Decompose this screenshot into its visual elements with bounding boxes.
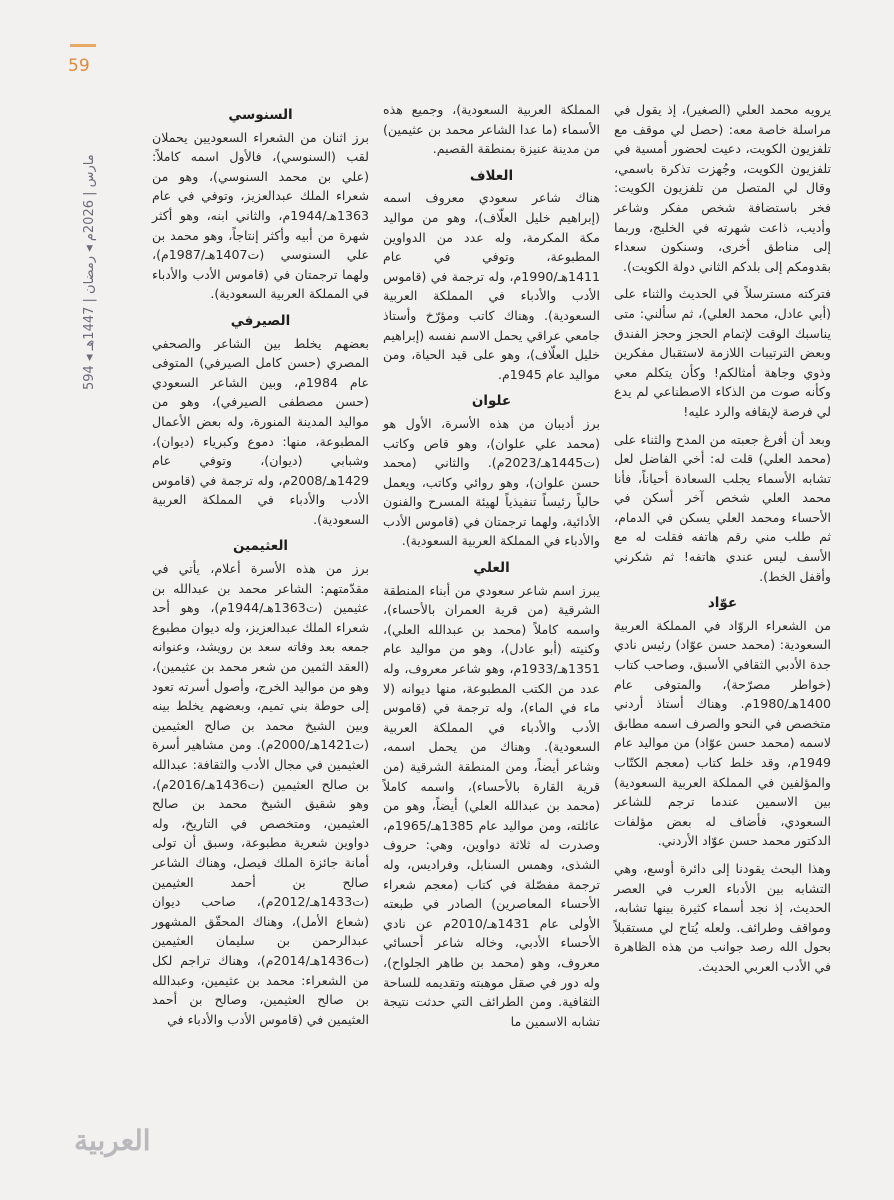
paragraph: من الشعراء الروّاد في المملكة العربية السعودية: (محمد حسن عوّاد) رئيس نادي جدة الأدبي الثقافي الأسبق، وصاحب كتاب (خواطر مصرّحة)، والمتوفى عام 1400هـ/1980م. وهناك أستاذ أردني متخصص في النحو والصرف اسمه مطابق لاسمه (محمد حسن عوّاد) من مواليد عام 1949م، وقد خلط كتاب (معجم الكتّاب والمؤلفين في المملكة العربية السعودية) بين الاسمين عندما ترجم للشاعر السعودي، فأضاف له بعض مؤلفات الدكتور محمد حسن عوّاد الأردني. <box>614 617 831 849</box>
paragraph: المملكة العربية السعودية)، وجميع هذه الأسماء (ما عدا الشاعر محمد بن عثيمين) من مدينة عنيزة بمنطقة القصيم. <box>383 102 600 157</box>
magazine-logo: العربية <box>74 1124 151 1157</box>
section-heading: العلي <box>473 560 510 577</box>
paragraph: يرويه محمد العلي (الصغير)، إذ يقول في مراسلة خاصة معه: (حصل لي موقف مع تلفزيون الكويت، دعيت لحضور أمسية في تلفزيون الكويت، وجُهزت تذكرة باسمي، وقال لي المتصل من تلفزيون الكويت: فخر باستضافة شخص مفكر وشاعر وأديب، ذاعت شهرته في الخليج، وربما إلى مناطق أخرى، وسنكون سعداء بقدومكم إلى بلدكم الثاني دولة الكويت). <box>614 102 831 274</box>
section-heading: العلاف <box>469 167 514 184</box>
page-number: 59 <box>68 56 90 76</box>
paragraph: برز من هذه الأسرة أعلام، يأتي في مقدّمتهم: الشاعر محمد بن عبدالله بن عثيمين (ت1363هـ/1944م)، وهو أحد شعراء الملك عبدالعزيز، وله ديوان مطبوع جمعه بعد وفاته سعد بن رويشد، وعنوانه (العقد الثمين من شعر محمد بن عثيمين)، وهو من مواليد الخرج، وأصول أسرته تعود إلى حوطة بني تميم، وبعضهم يخلط بينه وبين الشيخ محمد بن صالح العثيمين (ت1421هـ/2000م). ومن مشاهير أسرة العثيمين في مجال الأدب والثقافة: عبدالله بن صالح العثيمين (ت1436هـ/2016م)، وهو شقيق الشيخ محمد بن صالح العثيمين، ومتخصص في التاريخ، وله دواوين شعرية مطبوعة، وسبق أن تولى أمانة جائزة الملك فيصل، وهناك الشاعر صالح بن أحمد العثيمين (ت1433هـ/2012م)، صاحب ديوان (شعاع الأمل)، وهناك المحقّق المشهور عبدالرحمن بن سليمان العثيمين (ت1436هـ/2014م)، وهناك تراجم لكل من الشعراء: محمد بن عثيمين، وعبدالله بن صالح العثيمين، وصالح بن أحمد العثيمين في (قاموس الأدب والأدباء في <box>152 561 369 1027</box>
page-number-accent <box>70 44 96 47</box>
section-heading: الصيرفي <box>230 312 291 329</box>
paragraph: برز أديبان من هذه الأسرة، الأول هو (محمد علي علوان)، وهو قاص وكاتب (ت1445هـ/2023م). والثاني (محمد حسن علوان)، وهو روائي وكاتب، ويعمل حالياً رئيساً تنفيذياً لهيئة المسرح والفنون الأدائية، ولهما ترجمتان في (قاموس الأدب والأدباء في المملكة العربية السعودية). <box>383 415 600 549</box>
paragraph: برز اثنان من الشعراء السعوديين يحملان لقب (السنوسي)، فالأول اسمه كاملاً: (علي بن محمد السنوسي)، وهو من شعراء الملك عبدالعزيز، وتوفي في عام 1363هـ/1944م، والثاني ابنه، وهو أكثر شهرة من أبيه وأكثر إنتاجاً، وهو محمد بن علي السنوسي (ت1407هـ/1987م)، ولهما ترجمتان في (قاموس الأدب والأدباء في المملكة العربية السعودية). <box>152 129 369 302</box>
section-heading: عوّاد <box>707 595 738 612</box>
paragraph: يبرز اسم شاعر سعودي من أبناء المنطقة الشرقية (من قرية العمران بالأحساء)، واسمه كاملاً (محمد بن عبدالله العلي)، وكنيته (أبو عادل)، وهو من مواليد عام 1351هـ/1933م، وهو شاعر معروف، وله عدد من الكتب المطبوعة، منها ديوانه (لا ماء في الماء)، وله ترجمة في (قاموس الأدب والأدباء في المملكة العربية السعودية). وهناك من يحمل اسمه، وشاعر أيضاً، ومن المنطقة الشرقية (من قرية القارة بالأحساء)، واسمه كاملاً (محمد بن عبدالله العلي) أيضاً، وهو من عائلته، ومن مواليد عام 1385هـ/1965م، وصدرت له ثلاثة دواوين، وهي: حروف الشذى، وهمس السنابل، وفراديس، وله ترجمة مفصّلة في كتاب (معجم شعراء الأحساء المعاصرين) الصادر في طبعته الأولى عام 1431هـ/2010م عن نادي الأحساء الأدبي، وخاله شاعر أحسائي معروف، وهو (محمد بن طاهر الجلواح)، وله دور في صقل موهبته وتقديمه للساحة الثقافية. ومن الطرائف التي حدثت نتيجة تشابه الاسمين ما <box>383 582 600 1029</box>
section-heading: علوان <box>471 393 512 410</box>
section-heading: العثيمين <box>232 538 289 555</box>
paragraph: وهذا البحث يقودنا إلى دائرة أوسع، وهي التشابه بين الأدباء العرب في العصر الحديث، إذ نجد أسماء كثيرة بينها تشابه، ومواقف وطرائف. ولعله يُتاح لي مستقبلاً بحول الله رصد جوانب من هذه الظاهرة في الأدب العربي الحديث. <box>614 860 831 974</box>
paragraph: وبعد أن أفرغ جعبته من المدح والثناء على (محمد العلي) قلت له: أخي الفاضل لعل تشابه الأسماء يجلب السعادة أحياناً، فأنا محمد العلي شخص آخر أسكن في الأحساء ومحمد العلي يسكن في الدمام، ثم طلب مني رقم هاتفه فقلت له مع الأسف ليس عندي هاتفه! ثم شكرني وأقفل الخط). <box>614 431 831 584</box>
issue-date-text: مارس | 2026م ◂ رمضان | 1447هـ ◂ 594 <box>82 154 97 390</box>
article-body <box>152 100 833 1140</box>
article-column <box>614 100 831 1140</box>
paragraph: بعضهم يخلط بين الشاعر والصحفي المصري (حسن كامل الصيرفي) المتوفى عام 1984م، وبين الشاعر السعودي (حسن مصطفى الصيرفي)، وهو من مواليد المدينة المنورة، وله بعض الأعمال المطبوعة، منها: دموع وكبرياء (ديوان)، وشبابي (ديوان)، وتوفي عام 1429هـ/2008م، وله ترجمة في (قاموس الأدب والأدباء في المملكة العربية السعودية). <box>152 335 369 527</box>
issue-date-strip <box>62 100 102 400</box>
paragraph: فتركته مسترسلاً في الحديث والثناء على (أبي عادل، محمد العلي)، ثم سألني: متى يناسبك الوقت لإتمام الحجز وحجز الفندق وبعض الترتيبات اللازمة لاستقبال مفكرين وذوي وجاهة أمثالكم! وكأن يتكلم معي وكأنه صوت من الذكاء الاصطناعي لم يدع لي فرصة لإيقافه والرد عليه! <box>614 286 831 419</box>
section-heading: السنوسي <box>228 107 293 123</box>
paragraph: هناك شاعر سعودي معروف اسمه (إبراهيم خليل العلّاف)، وهو من مواليد مكة المكرمة، وله عدد من الدواوين المطبوعة، وتوفي في عام 1411هـ/1990م، وله ترجمة في (قاموس الأدب والأدباء في المملكة العربية السعودية). وهناك كاتب ومؤرّخ وأستاذ جامعي عراقي يحمل الاسم نفسه (إبراهيم خليل العلّاف)، وهو على قيد الحياة، ومن مواليد عام 1945م. <box>383 190 600 382</box>
article-column <box>383 100 600 1140</box>
article-column <box>152 100 369 1140</box>
